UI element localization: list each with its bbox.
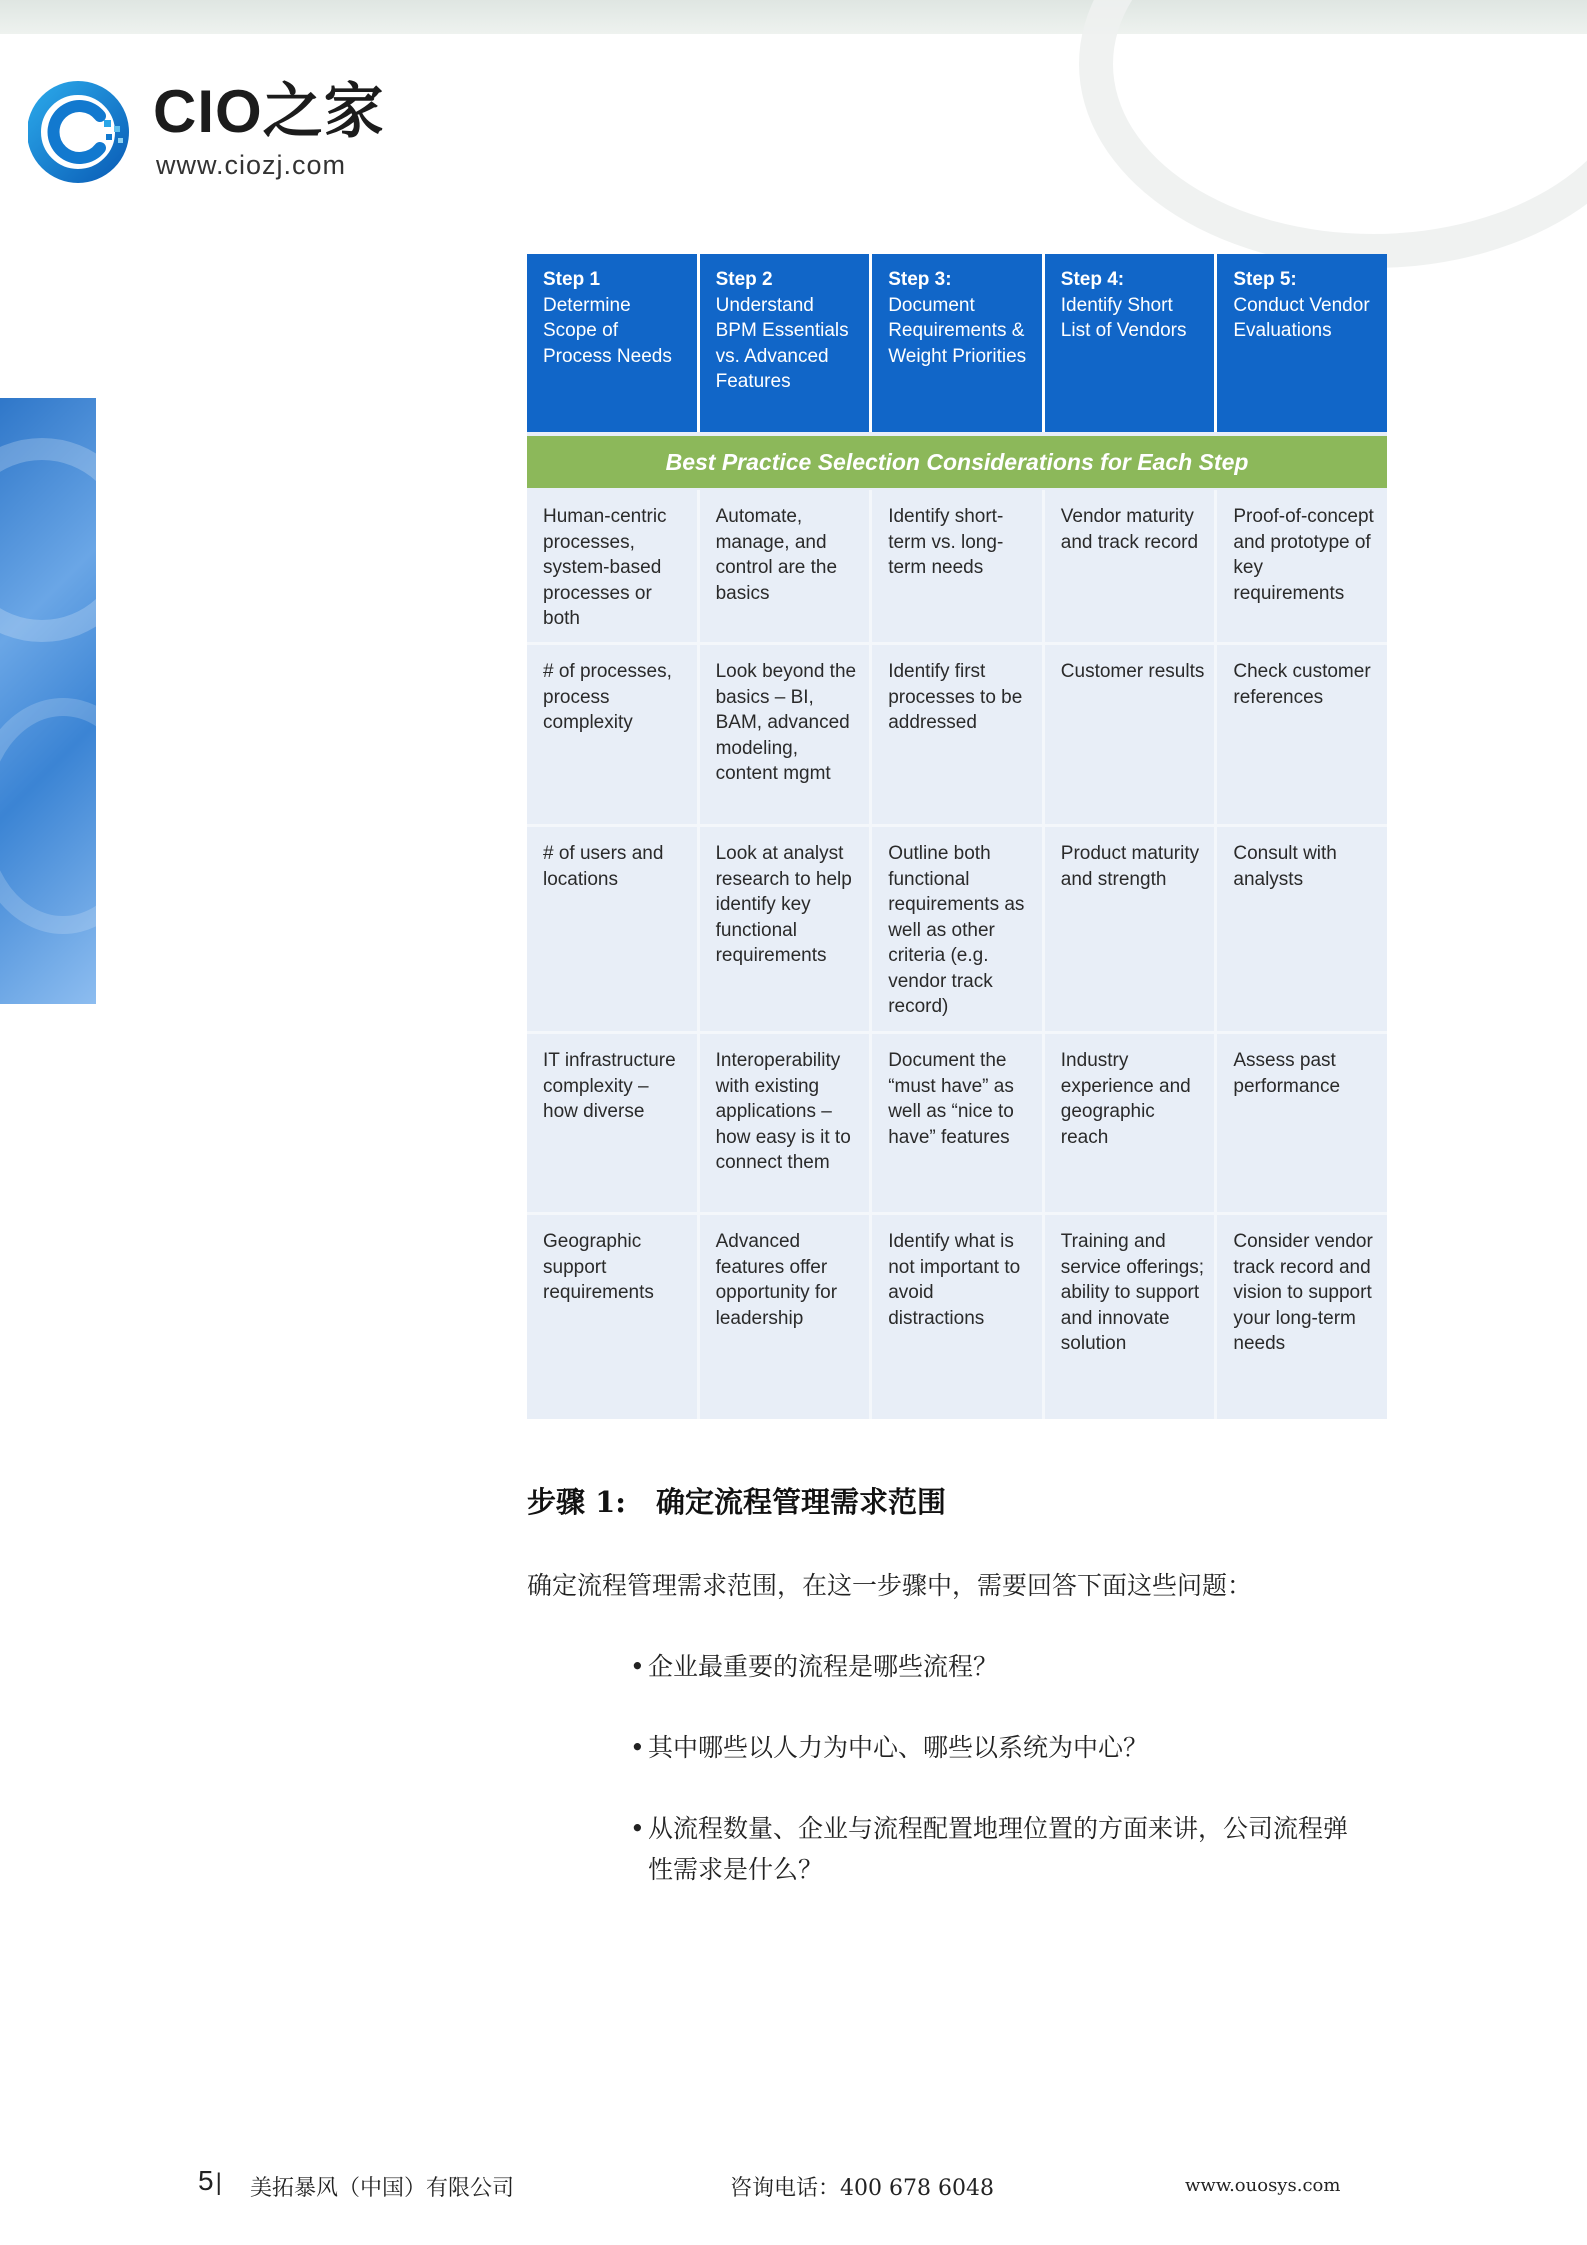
table-cell: Industry experience and geographic reach — [1045, 1034, 1218, 1212]
table-cell: Product maturity and strength — [1045, 827, 1218, 1031]
step-1-header — [527, 254, 700, 432]
table-cell: # of processes, process complexity — [527, 645, 700, 824]
table-cell: Look at analyst research to help identify key functional requirements — [700, 827, 873, 1031]
table-row — [527, 645, 1387, 827]
table-cell: Consider vendor track record and vision to support your long-term needs — [1233, 1231, 1373, 1354]
table-row — [527, 1034, 1387, 1215]
table-cell: Vendor maturity and track record — [1045, 490, 1218, 642]
step-5-header — [1217, 254, 1387, 432]
side-decorative-strip — [0, 398, 96, 1004]
step-desc: Determine Scope of Process Needs — [543, 294, 672, 367]
cio-logo-icon — [28, 80, 132, 184]
decorative-swirl — [1079, 0, 1587, 268]
table-cell: Consult with analysts — [1233, 843, 1337, 890]
section-title: 确定流程管理需求范围 — [655, 1485, 946, 1519]
table-cell: Human-centric processes, system-based processes or both — [527, 490, 700, 642]
footer-website: www.ouosys.com — [1185, 2175, 1341, 2196]
step-title: Step 1 — [543, 269, 601, 290]
logo-brand-text: CIO之家 — [153, 78, 385, 145]
bpm-selection-table — [527, 254, 1387, 1419]
page-number — [198, 2165, 222, 2197]
table-cell: Document the “must have” as well as “nice to have” features — [872, 1034, 1045, 1212]
table-cell: # of users and locations — [527, 827, 700, 1031]
table-row — [527, 827, 1387, 1034]
question-list — [630, 1646, 1370, 1930]
table-row — [527, 1215, 1387, 1419]
footer-phone: 咨询电话：400 678 6048 — [730, 2176, 994, 2201]
step-title: Step 4: — [1060, 269, 1125, 290]
step-4-header — [1045, 254, 1218, 432]
table-row — [527, 490, 1387, 645]
table-cell: Assess past performance — [1233, 1050, 1341, 1097]
table-cell: Identify first processes to be addressed — [872, 645, 1045, 824]
footer-separator: | — [215, 2169, 222, 2196]
table-cell: Customer results — [1045, 645, 1218, 824]
list-item: • 从流程数量、企业与流程配置地理位置的方面来讲，公司流程弹性需求是什么？ — [630, 1808, 1370, 1890]
section-heading — [527, 1480, 946, 1521]
section-number: 步骤 1: — [527, 1485, 626, 1519]
table-cell: Check customer references — [1233, 661, 1371, 708]
step-desc: Understand BPM Essentials vs. Advanced Features — [715, 294, 849, 392]
step-desc: Identify Short List of Vendors — [1060, 294, 1187, 341]
page-footer — [0, 2165, 1587, 2205]
page-number-value: 5 — [198, 2165, 214, 2196]
table-cell: Geographic support requirements — [527, 1215, 700, 1419]
cio-logo — [28, 78, 388, 188]
step-2-header — [700, 254, 873, 432]
step-desc: Conduct Vendor Evaluations — [1233, 294, 1370, 341]
table-cell: Identify short-term vs. long-term needs — [872, 490, 1045, 642]
table-cell: Look beyond the basics – BI, BAM, advanced modeling, content mgmt — [700, 645, 873, 824]
step-header-row — [527, 254, 1387, 432]
table-cell: Advanced features offer opportunity for leadership — [700, 1215, 873, 1419]
step-title: Step 3: — [888, 269, 952, 290]
step-title: Step 5: — [1233, 269, 1297, 290]
table-cell: Automate, manage, and control are the basics — [700, 490, 873, 642]
best-practice-banner: Best Practice Selection Considerations for Each Step — [527, 436, 1387, 488]
step-title: Step 2 — [715, 269, 773, 290]
table-cell: Outline both functional requirements as well as other criteria (e.g. vendor track record) — [872, 827, 1045, 1031]
footer-company: 美拓暴风（中国）有限公司 — [250, 2176, 515, 2201]
section-intro: 确定流程管理需求范围，在这一步骤中，需要回答下面这些问题： — [527, 1571, 1253, 1600]
list-item: • 企业最重要的流程是哪些流程？ — [630, 1646, 1370, 1687]
table-cell: Identify what is not important to avoid distractions — [872, 1215, 1045, 1419]
list-item: • 其中哪些以人力为中心、哪些以系统为中心？ — [630, 1727, 1370, 1768]
step-desc: Document Requirements & Weight Priorities — [888, 294, 1027, 367]
considerations-grid — [527, 490, 1387, 1419]
logo-url-text: www.ciozj.com — [156, 150, 347, 180]
table-cell: Interoperability with existing applications – how easy is it to connect them — [700, 1034, 873, 1212]
table-cell: Proof-of-concept and prototype of key requirements — [1233, 506, 1374, 604]
table-cell: IT infrastructure complexity – how diverse — [527, 1034, 700, 1212]
step-3-header — [872, 254, 1045, 432]
table-cell: Training and service offerings; ability to support and innovate solution — [1045, 1215, 1218, 1419]
